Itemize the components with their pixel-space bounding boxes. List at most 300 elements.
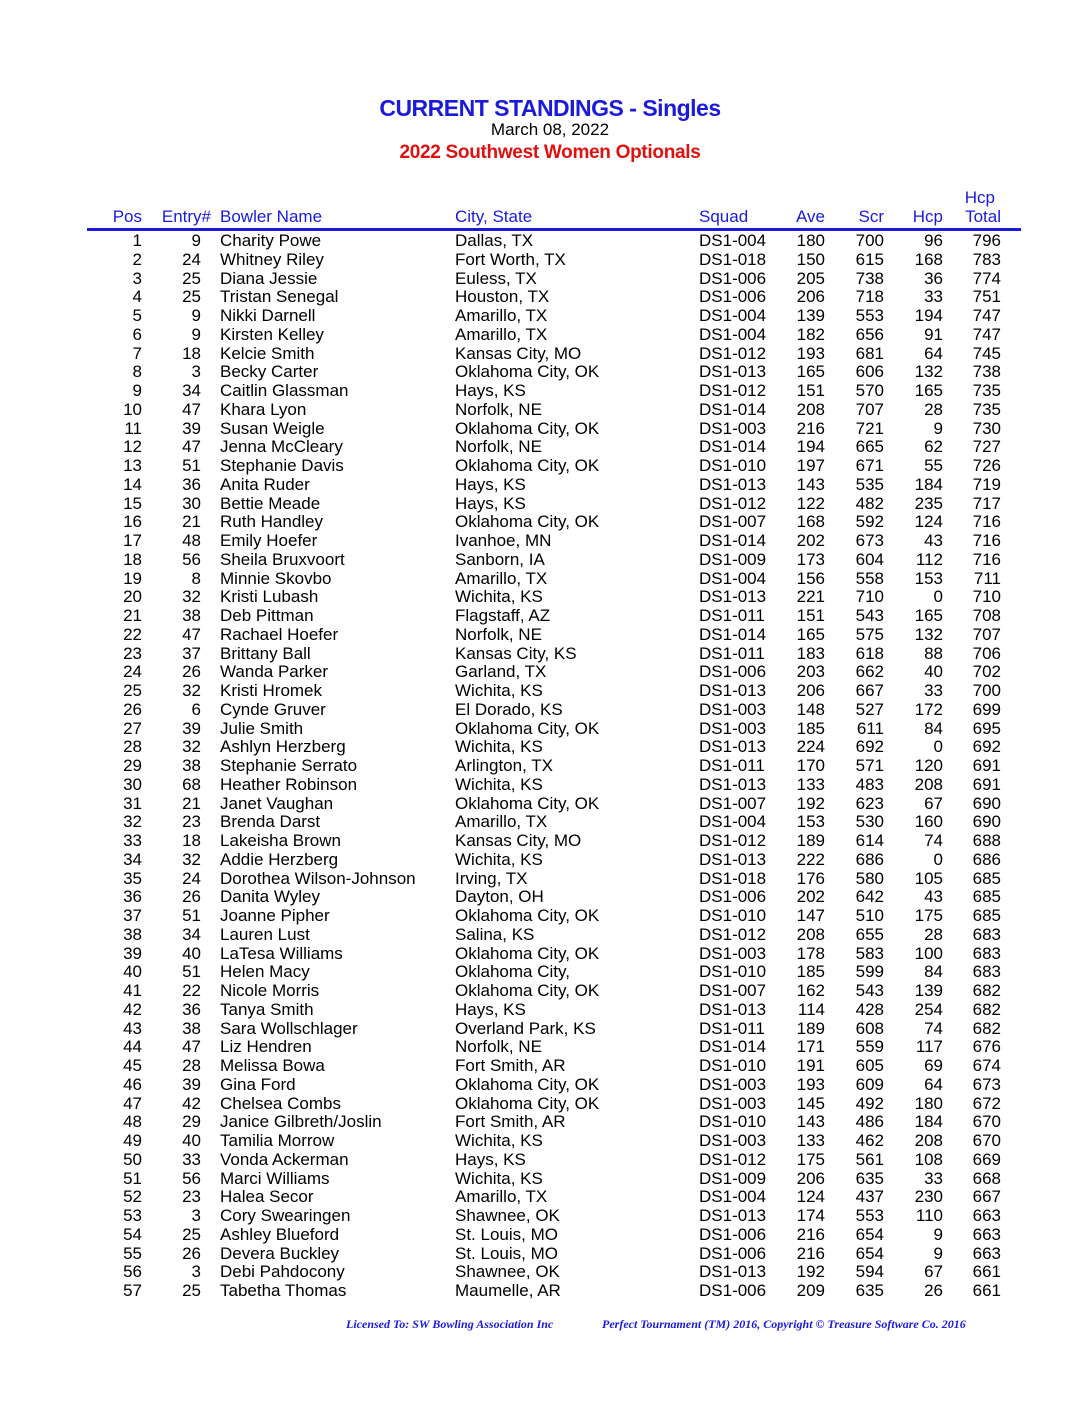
squad-cell: DS1-011 (699, 643, 765, 663)
table-row (0, 381, 1088, 400)
entry-cell: 56 (182, 549, 201, 569)
table-row (0, 681, 1088, 700)
bowler-name-cell: Khara Lyon (220, 399, 307, 419)
scr-cell: 535 (855, 474, 884, 494)
hcp-cell: 67 (924, 793, 943, 813)
ave-cell: 193 (796, 343, 825, 363)
table-row (0, 344, 1088, 363)
scr-cell: 718 (855, 287, 884, 307)
bowler-name-cell: Tristan Senegal (220, 287, 339, 307)
bowler-name-cell: Devera Buckley (220, 1243, 340, 1263)
pos-cell: 38 (123, 924, 142, 944)
squad-cell: DS1-003 (699, 699, 767, 719)
ave-cell: 206 (796, 287, 825, 307)
pos-cell: 27 (123, 718, 142, 738)
ave-cell: 122 (796, 493, 825, 513)
ave-cell: 175 (796, 1149, 825, 1169)
pos-cell: 52 (123, 1187, 142, 1207)
ave-cell: 178 (796, 943, 825, 963)
scr-cell: 700 (855, 231, 884, 250)
pos-cell: 20 (123, 587, 142, 607)
hcp-total-cell: 683 (972, 943, 1001, 963)
city-state-cell: Arlington, TX (455, 756, 553, 775)
scr-cell: 721 (855, 418, 884, 438)
city-state-cell: Oklahoma City, OK (455, 906, 600, 925)
table-row (0, 1094, 1088, 1113)
hcp-cell: 40 (924, 662, 943, 682)
pos-cell: 32 (123, 812, 142, 832)
entry-cell: 42 (182, 1093, 201, 1113)
table-row (0, 306, 1088, 325)
entry-cell: 40 (182, 943, 201, 963)
bowler-name-cell: Brenda Darst (220, 812, 321, 832)
bowler-name-cell: Kelcie Smith (220, 343, 315, 363)
bowler-name-cell: Lakeisha Brown (220, 831, 341, 850)
squad-cell: DS1-011 (699, 756, 765, 775)
hcp-total-cell: 783 (972, 249, 1001, 269)
pos-cell: 24 (123, 662, 142, 682)
hcp-total-cell: 670 (972, 1112, 1001, 1132)
squad-cell: DS1-018 (699, 249, 767, 269)
city-state-cell: Dayton, OH (455, 887, 544, 907)
entry-cell: 24 (182, 868, 201, 888)
table-row (0, 1131, 1088, 1150)
table-row (0, 456, 1088, 475)
pos-cell: 48 (123, 1112, 142, 1132)
city-state-cell: Oklahoma City, OK (455, 718, 600, 738)
header-hcp: Hcp (912, 207, 943, 226)
ave-cell: 168 (796, 512, 825, 532)
table-row (0, 587, 1088, 606)
pos-cell: 26 (123, 699, 142, 719)
hcp-total-cell: 707 (972, 624, 1001, 644)
hcp-cell: 28 (924, 924, 943, 944)
entry-cell: 32 (182, 849, 201, 869)
entry-cell: 38 (182, 1018, 201, 1038)
hcp-cell: 84 (924, 962, 943, 982)
squad-cell: DS1-004 (699, 306, 767, 325)
pos-cell: 45 (123, 1056, 142, 1075)
bowler-name-cell: Stephanie Serrato (220, 756, 358, 775)
bowler-name-cell: Danita Wyley (220, 887, 320, 907)
scr-cell: 642 (855, 887, 884, 907)
pos-cell: 35 (123, 868, 142, 888)
squad-cell: DS1-014 (699, 531, 767, 550)
table-row (0, 1150, 1088, 1169)
table-row (0, 1000, 1088, 1019)
city-state-cell: Wichita, KS (455, 1168, 543, 1188)
scr-cell: 483 (855, 774, 884, 794)
header-hcp-total-top: Hcp (964, 188, 995, 207)
bowler-name-cell: Julie Smith (220, 718, 304, 738)
header-city-state: City, State (455, 207, 533, 226)
scr-cell: 662 (855, 662, 884, 682)
squad-cell: DS1-003 (699, 1131, 767, 1150)
entry-cell: 18 (182, 831, 201, 850)
bowler-name-cell: Bettie Meade (220, 493, 321, 513)
entry-cell: 56 (182, 1168, 201, 1188)
table-row (0, 531, 1088, 550)
pos-cell: 54 (123, 1224, 142, 1244)
squad-cell: DS1-006 (699, 1243, 767, 1263)
bowler-name-cell: Kristi Lubash (220, 587, 319, 607)
ave-cell: 185 (796, 718, 825, 738)
ave-cell: 185 (796, 962, 825, 982)
hcp-total-cell: 668 (972, 1168, 1001, 1188)
pos-cell: 16 (123, 512, 142, 532)
table-row (0, 887, 1088, 906)
city-state-cell: Oklahoma City, OK (455, 362, 600, 382)
entry-cell: 28 (182, 1056, 201, 1075)
entry-cell: 3 (191, 362, 201, 382)
entry-cell: 32 (182, 681, 201, 700)
license-text: Licensed To: SW Bowling Association Inc (346, 1317, 554, 1331)
page-title: CURRENT STANDINGS - Singles (379, 95, 721, 121)
entry-cell: 47 (182, 437, 201, 457)
pos-cell: 46 (123, 1074, 142, 1094)
hcp-cell: 180 (914, 1093, 943, 1113)
table-row (0, 831, 1088, 850)
pos-cell: 28 (123, 737, 142, 757)
city-state-cell: Maumelle, AR (455, 1281, 561, 1300)
city-state-cell: Euless, TX (455, 268, 537, 288)
ave-cell: 205 (796, 268, 825, 288)
hcp-cell: 69 (924, 1056, 943, 1075)
hcp-cell: 208 (914, 774, 943, 794)
squad-cell: DS1-013 (699, 362, 767, 382)
bowler-name-cell: Chelsea Combs (220, 1093, 341, 1113)
pos-cell: 44 (123, 1037, 142, 1057)
squad-cell: DS1-006 (699, 287, 767, 307)
hcp-cell: 108 (914, 1149, 943, 1169)
entry-cell: 9 (191, 306, 201, 325)
ave-cell: 189 (796, 1018, 825, 1038)
scr-cell: 673 (855, 531, 884, 550)
ave-cell: 191 (796, 1056, 825, 1075)
table-row (0, 1019, 1088, 1038)
bowler-name-cell: Heather Robinson (220, 774, 358, 794)
city-state-cell: Amarillo, TX (455, 324, 548, 344)
hcp-cell: 153 (914, 568, 943, 588)
entry-cell: 21 (182, 512, 201, 532)
ave-cell: 143 (796, 1112, 825, 1132)
bowler-name-cell: Cynde Gruver (220, 699, 326, 719)
scr-cell: 609 (855, 1074, 884, 1094)
hcp-total-cell: 726 (972, 456, 1001, 475)
squad-cell: DS1-014 (699, 437, 767, 457)
hcp-cell: 64 (924, 343, 943, 363)
entry-cell: 29 (182, 1112, 201, 1132)
entry-cell: 32 (182, 737, 201, 757)
city-state-cell: Norfolk, NE (455, 437, 542, 457)
table-row (0, 850, 1088, 869)
city-state-cell: Flagstaff, AZ (455, 606, 551, 625)
bowler-name-cell: Rachael Hoefer (220, 624, 339, 644)
pos-cell: 47 (123, 1093, 142, 1113)
hcp-cell: 43 (924, 531, 943, 550)
hcp-cell: 33 (924, 1168, 943, 1188)
bowler-name-cell: Ruth Handley (220, 512, 324, 532)
squad-cell: DS1-009 (699, 1168, 767, 1188)
hcp-cell: 117 (915, 1037, 943, 1057)
hcp-cell: 28 (924, 399, 943, 419)
hcp-total-cell: 700 (972, 681, 1001, 700)
bowler-name-cell: Tabetha Thomas (220, 1281, 347, 1300)
scr-cell: 437 (855, 1187, 884, 1207)
table-row (0, 287, 1088, 306)
ave-cell: 224 (796, 737, 825, 757)
squad-cell: DS1-013 (699, 849, 767, 869)
hcp-total-cell: 717 (972, 493, 1001, 513)
pos-cell: 37 (123, 906, 142, 925)
ave-cell: 165 (796, 624, 825, 644)
entry-cell: 51 (182, 456, 201, 475)
squad-cell: DS1-004 (699, 1187, 767, 1207)
hcp-total-cell: 727 (972, 437, 1001, 457)
table-row (0, 494, 1088, 513)
hcp-cell: 165 (914, 606, 943, 625)
hcp-total-cell: 708 (972, 606, 1001, 625)
table-row (0, 944, 1088, 963)
ave-cell: 193 (796, 1074, 825, 1094)
hcp-total-cell: 738 (972, 362, 1001, 382)
table-row (0, 325, 1088, 344)
pos-cell: 23 (123, 643, 142, 663)
squad-cell: DS1-010 (699, 1112, 767, 1132)
city-state-cell: Oklahoma City, OK (455, 981, 600, 1000)
pos-cell: 41 (123, 981, 142, 1000)
bowler-name-cell: Ashlyn Herzberg (220, 737, 346, 757)
scr-cell: 510 (855, 906, 884, 925)
table-row (0, 1169, 1088, 1188)
city-state-cell: Irving, TX (455, 868, 528, 888)
table-row (0, 756, 1088, 775)
city-state-cell: Dallas, TX (455, 231, 534, 250)
ave-cell: 222 (796, 849, 825, 869)
bowler-name-cell: Becky Carter (220, 362, 319, 382)
scr-cell: 635 (855, 1281, 884, 1300)
table-row (0, 1056, 1088, 1075)
bowler-name-cell: Dorothea Wilson-Johnson (220, 868, 416, 888)
ave-cell: 173 (796, 549, 825, 569)
hcp-total-cell: 682 (972, 1018, 1001, 1038)
hcp-total-cell: 699 (972, 699, 1001, 719)
bowler-name-cell: Caitlin Glassman (220, 381, 349, 400)
squad-cell: DS1-004 (699, 324, 767, 344)
ave-cell: 156 (796, 568, 825, 588)
bowler-name-cell: Tamilia Morrow (220, 1131, 335, 1150)
city-state-cell: Amarillo, TX (455, 812, 548, 832)
entry-cell: 25 (182, 268, 201, 288)
scr-cell: 492 (855, 1093, 884, 1113)
hcp-cell: 172 (914, 699, 943, 719)
table-row (0, 625, 1088, 644)
hcp-cell: 9 (933, 1243, 943, 1263)
ave-cell: 202 (796, 531, 825, 550)
ave-cell: 216 (796, 1224, 825, 1244)
city-state-cell: Norfolk, NE (455, 399, 542, 419)
ave-cell: 143 (796, 474, 825, 494)
pos-cell: 14 (123, 474, 142, 494)
squad-cell: DS1-011 (699, 1018, 765, 1038)
ave-cell: 208 (796, 399, 825, 419)
table-row (0, 1244, 1088, 1263)
hcp-cell: 91 (924, 324, 943, 344)
city-state-cell: Hays, KS (455, 999, 526, 1019)
hcp-cell: 74 (924, 1018, 943, 1038)
table-row (0, 1037, 1088, 1056)
pos-cell: 11 (124, 418, 142, 438)
squad-cell: DS1-006 (699, 1281, 767, 1300)
hcp-cell: 120 (914, 756, 943, 775)
ave-cell: 170 (796, 756, 825, 775)
squad-cell: DS1-006 (699, 662, 767, 682)
scr-cell: 580 (855, 868, 884, 888)
scr-cell: 486 (855, 1112, 884, 1132)
hcp-cell: 96 (924, 231, 943, 250)
scr-cell: 707 (855, 399, 884, 419)
squad-cell: DS1-004 (699, 812, 767, 832)
hcp-total-cell: 735 (972, 381, 1001, 400)
entry-cell: 26 (182, 1243, 201, 1263)
bowler-name-cell: Minnie Skovbo (220, 568, 332, 588)
pos-cell: 7 (132, 343, 142, 363)
table-row (0, 1187, 1088, 1206)
pos-cell: 15 (123, 493, 142, 513)
pos-cell: 13 (123, 456, 142, 475)
standings-table (0, 231, 1088, 1300)
hcp-total-cell: 674 (972, 1056, 1001, 1075)
entry-cell: 38 (182, 606, 201, 625)
hcp-total-cell: 716 (972, 512, 1001, 532)
city-state-cell: Kansas City, MO (455, 831, 582, 850)
bowler-name-cell: Diana Jessie (220, 268, 318, 288)
header-hcp-total-bottom: Total (965, 207, 1001, 226)
ave-cell: 165 (796, 362, 825, 382)
squad-cell: DS1-012 (699, 343, 767, 363)
bowler-name-cell: Kirsten Kelley (220, 324, 324, 344)
squad-cell: DS1-010 (699, 456, 767, 475)
squad-cell: DS1-012 (699, 381, 767, 400)
entry-cell: 39 (182, 418, 201, 438)
ave-cell: 174 (796, 1206, 825, 1225)
ave-cell: 133 (796, 774, 825, 794)
city-state-cell: Norfolk, NE (455, 1037, 542, 1057)
scr-cell: 594 (855, 1262, 884, 1282)
table-row (0, 925, 1088, 944)
table-row (0, 1281, 1088, 1300)
city-state-cell: Oklahoma City, OK (455, 456, 600, 475)
squad-cell: DS1-013 (699, 774, 767, 794)
squad-cell: DS1-006 (699, 887, 767, 907)
bowler-name-cell: Liz Hendren (220, 1037, 312, 1057)
scr-cell: 530 (855, 812, 884, 832)
bowler-name-cell: Marci Williams (220, 1168, 330, 1188)
hcp-total-cell: 716 (972, 549, 1001, 569)
squad-cell: DS1-012 (699, 493, 767, 513)
bowler-name-cell: LaTesa Williams (220, 943, 343, 963)
bowler-name-cell: Charity Powe (220, 231, 322, 250)
hcp-total-cell: 774 (972, 268, 1001, 288)
entry-cell: 33 (182, 1149, 201, 1169)
hcp-cell: 84 (924, 718, 943, 738)
header-bowler-name: Bowler Name (220, 207, 323, 226)
entry-cell: 30 (182, 493, 201, 513)
squad-cell: DS1-013 (699, 681, 767, 700)
squad-cell: DS1-010 (699, 906, 767, 925)
bowler-name-cell: Ashley Blueford (220, 1224, 340, 1244)
bowler-name-cell: Nikki Darnell (220, 306, 316, 325)
entry-cell: 51 (182, 962, 201, 982)
scr-cell: 583 (855, 943, 884, 963)
scr-cell: 543 (855, 606, 884, 625)
hcp-cell: 67 (924, 1262, 943, 1282)
ave-cell: 203 (796, 662, 825, 682)
bowler-name-cell: Sheila Bruxvoort (220, 549, 345, 569)
entry-cell: 51 (182, 906, 201, 925)
entry-cell: 23 (182, 1187, 201, 1207)
pos-cell: 10 (123, 399, 142, 419)
hcp-cell: 100 (914, 943, 943, 963)
city-state-cell: Oklahoma City, OK (455, 1074, 600, 1094)
hcp-cell: 26 (924, 1281, 943, 1300)
hcp-total-cell: 702 (972, 662, 1001, 682)
table-row (0, 231, 1088, 250)
city-state-cell: St. Louis, MO (455, 1224, 558, 1244)
scr-cell: 604 (855, 549, 884, 569)
hcp-total-cell: 683 (972, 962, 1001, 982)
hcp-total-cell: 663 (972, 1206, 1001, 1225)
entry-cell: 47 (182, 624, 201, 644)
squad-cell: DS1-009 (699, 549, 767, 569)
squad-cell: DS1-013 (699, 1206, 767, 1225)
scr-cell: 462 (855, 1131, 884, 1150)
hcp-total-cell: 735 (972, 399, 1001, 419)
ave-cell: 192 (796, 1262, 825, 1282)
squad-cell: DS1-012 (699, 1149, 767, 1169)
city-state-cell: Oklahoma City, OK (455, 1093, 600, 1113)
entry-cell: 68 (182, 774, 201, 794)
squad-cell: DS1-013 (699, 1262, 767, 1282)
entry-cell: 22 (182, 981, 201, 1000)
hcp-total-cell: 730 (972, 418, 1001, 438)
hcp-cell: 235 (914, 493, 943, 513)
scr-cell: 527 (855, 699, 884, 719)
table-row (0, 794, 1088, 813)
bowler-name-cell: Janice Gilbreth/Joslin (220, 1112, 382, 1132)
ave-cell: 151 (796, 606, 825, 625)
hcp-total-cell: 663 (972, 1224, 1001, 1244)
hcp-total-cell: 685 (972, 887, 1001, 907)
ave-cell: 150 (796, 249, 825, 269)
ave-cell: 209 (796, 1281, 825, 1300)
ave-cell: 197 (796, 456, 825, 475)
hcp-cell: 74 (924, 831, 943, 850)
copyright-text: Perfect Tournament (TM) 2016, Copyright © Treasure Software Co. 2016 (602, 1317, 966, 1331)
table-row (0, 362, 1088, 381)
bowler-name-cell: Whitney Riley (220, 249, 324, 269)
city-state-cell: Oklahoma City, OK (455, 512, 600, 532)
scr-cell: 615 (855, 249, 884, 269)
squad-cell: DS1-007 (699, 981, 767, 1000)
scr-cell: 561 (855, 1149, 884, 1169)
pos-cell: 57 (123, 1281, 142, 1300)
hcp-cell: 36 (924, 268, 943, 288)
pos-cell: 29 (123, 756, 142, 775)
ave-cell: 189 (796, 831, 825, 850)
squad-cell: DS1-014 (699, 399, 767, 419)
pos-cell: 31 (123, 793, 142, 813)
